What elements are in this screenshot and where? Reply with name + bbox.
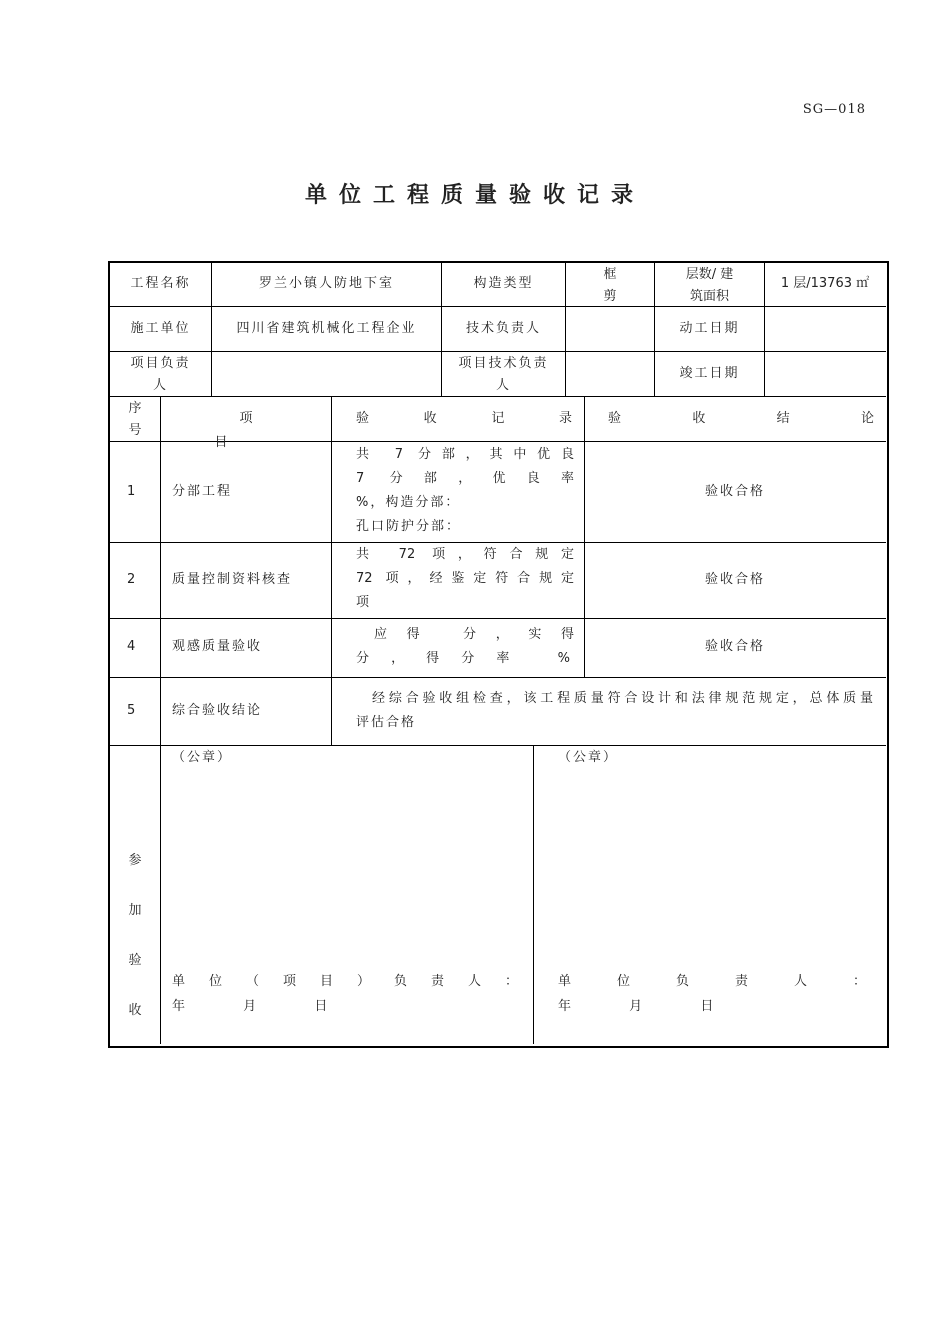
structure-type-value: 框 剪	[603, 267, 617, 304]
contractor-value: 四川省建筑机械化工程企业	[236, 321, 417, 336]
row-item: 质量控制资料核查	[172, 572, 293, 587]
page-title: 单位工程质量验收记录	[304, 183, 645, 208]
structure-type-label: 构造类型	[473, 276, 534, 291]
col-header-conclusion: 验收结论	[608, 411, 874, 426]
row-conclusion: 验收合格	[704, 484, 765, 499]
row-item: 综合验收结论	[172, 703, 263, 718]
right-date-label: 年 月 日	[558, 999, 714, 1014]
row-no: 1	[127, 484, 136, 499]
finish-date-label: 竣工日期	[679, 366, 740, 381]
row-no: 2	[127, 572, 136, 587]
row-no: 4	[127, 639, 136, 654]
contractor-label: 施工单位	[130, 321, 191, 336]
project-name-value: 罗兰小镇人防地下室	[258, 276, 394, 291]
row-item: 分部工程	[172, 484, 233, 499]
col-header-item: 项目	[214, 411, 303, 450]
document-code: SG—018	[802, 102, 866, 117]
left-date-label: 年 月 日	[172, 999, 328, 1014]
row-conclusion: 验收合格	[704, 639, 765, 654]
row-record: 经综合验收组检查，该工程质量符合设计和法律规范规定，总体质量 评估合格	[356, 691, 874, 730]
row-record: 共 7 分部，其中优良 7 分部，优良率 %，构造分部： 孔口防护分部：	[356, 447, 574, 534]
project-tech-lead-label: 项目技术负责 人	[458, 356, 549, 393]
right-signer-label: 单位负责人：	[558, 974, 866, 989]
start-date-label: 动工日期	[679, 321, 740, 336]
row-record: 应得 分，实得 分，得分率 %	[356, 627, 574, 666]
floors-area-value: 1 层/13763 ㎡	[780, 276, 870, 291]
row-record: 共 72 项，符合规定 72 项，经鉴定符合规定 项	[356, 547, 574, 610]
participants-label: 参 加 验 收	[128, 853, 142, 1018]
left-signer-label: 单位（项目）负责人：	[172, 974, 518, 989]
project-manager-label: 项目负责 人	[130, 356, 191, 393]
col-header-no: 序 号	[128, 401, 142, 438]
row-conclusion: 验收合格	[704, 572, 765, 587]
tech-lead-label: 技术负责人	[465, 321, 541, 336]
floors-area-label: 层数/ 建 筑面积	[685, 267, 734, 304]
left-seal-label: （公章）	[172, 750, 233, 765]
right-seal-label: （公章）	[558, 750, 619, 765]
row-no: 5	[127, 703, 136, 718]
project-name-label: 工程名称	[130, 276, 191, 291]
col-header-record: 验收记录	[356, 411, 572, 426]
row-item: 观感质量验收	[172, 639, 263, 654]
